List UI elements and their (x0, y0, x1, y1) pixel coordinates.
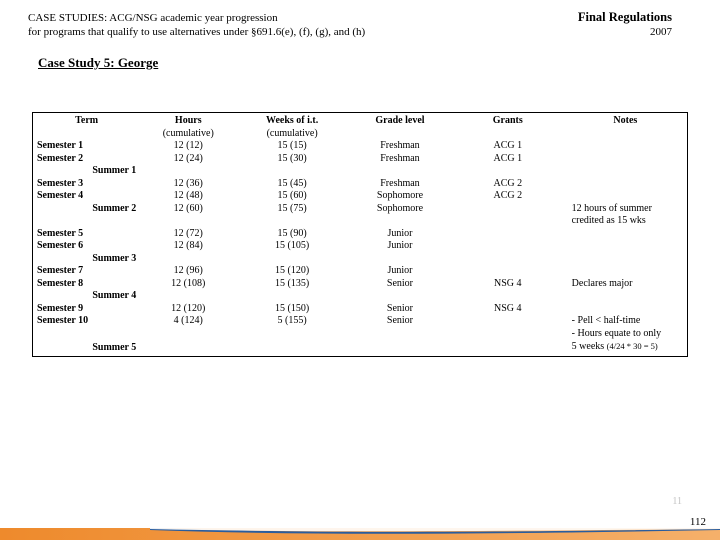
table-row (33, 265, 688, 278)
cell-notes (564, 178, 688, 191)
cell-grade: Junior (387, 265, 413, 276)
cell-weeks: 15 (105) (275, 240, 310, 251)
col-header-grade: Grade level (375, 115, 425, 126)
col-header-grants: Grants (492, 115, 523, 126)
cell-grants (452, 228, 564, 241)
cell-grants (452, 328, 564, 357)
cell-hours: 12 (72) (173, 227, 203, 239)
page-number: 112 (689, 516, 706, 528)
table-row (33, 253, 688, 266)
footer-swoosh (0, 526, 720, 540)
col-header-notes: Notes (613, 115, 638, 126)
cell-grade: Freshman (380, 177, 420, 189)
note-line: - Hours equate to only (571, 327, 662, 339)
cell-grade (348, 165, 452, 178)
cell-notes (564, 253, 688, 266)
cell-term: Semester 9 (37, 302, 84, 314)
cell-weeks: 15 (75) (277, 202, 307, 214)
cell-term: Semester 1 (37, 140, 84, 151)
cell-weeks: 15 (15) (277, 140, 307, 151)
cell-grants (452, 165, 564, 178)
cell-grants (452, 265, 564, 278)
cell-term: Semester 6 (37, 240, 84, 251)
cell-term: Semester 7 (37, 265, 84, 276)
cell-notes (564, 265, 688, 278)
cell-weeks: 15 (90) (277, 227, 307, 239)
cell-hours: 12 (108) (171, 277, 206, 289)
cell-weeks: 15 (30) (277, 152, 307, 164)
table-row (33, 190, 688, 203)
cell-hours (140, 290, 236, 303)
cell-grants (452, 240, 564, 253)
cell-weeks: 15 (150) (275, 302, 310, 314)
cell-grants (452, 253, 564, 266)
cell-grants: NSG 4 (494, 302, 522, 314)
cell-term: Semester 4 (37, 190, 84, 201)
table-row (33, 240, 688, 253)
cell-weeks: 15 (135) (275, 277, 310, 289)
table-row (33, 278, 688, 291)
cell-term: Summer 2 (92, 202, 137, 214)
cell-weeks (236, 328, 348, 357)
cell-notes (564, 165, 688, 178)
header-left (28, 11, 365, 39)
cell-weeks: 5 (155) (277, 315, 307, 326)
cell-term: Summer 1 (92, 165, 137, 176)
cell-hours: 12 (84) (173, 240, 203, 251)
cell-term: Summer 3 (92, 252, 137, 264)
cell-hours: 12 (36) (173, 177, 203, 189)
cell-grade (348, 328, 452, 357)
cell-notes: 12 hours of summer credited as 15 wks (571, 202, 652, 226)
cell-notes (564, 153, 688, 166)
cell-weeks (236, 165, 348, 178)
cell-term: Semester 8 (37, 277, 84, 289)
table-row (33, 165, 688, 178)
cell-grants: ACG 2 (493, 177, 523, 189)
cell-weeks: 15 (60) (277, 190, 307, 201)
cell-notes (564, 303, 688, 316)
cell-grade: Sophomore (376, 190, 424, 201)
cell-weeks (236, 290, 348, 303)
cell-grade: Senior (386, 277, 414, 289)
cell-hours (140, 328, 236, 357)
header-line-1: CASE STUDIES: ACG/NSG academic year progression (28, 12, 278, 24)
table-row (33, 140, 688, 153)
cell-grants (452, 315, 564, 328)
table-row (33, 303, 688, 316)
cell-grade: Senior (386, 315, 414, 326)
col-header-weeks: Weeks of i.t. (cumulative) (266, 115, 319, 139)
cell-hours: 12 (48) (173, 190, 203, 201)
table-row (33, 203, 688, 228)
cell-term: Semester 10 (37, 315, 89, 326)
table-header-row (33, 113, 688, 141)
cell-hours: 12 (120) (171, 302, 206, 314)
regulations-title: Final Regulations (577, 10, 672, 24)
note-line: 5 weeks (4/24 * 30 = 5) (571, 341, 658, 352)
cell-hours: 12 (12) (173, 140, 203, 151)
cell-weeks (236, 253, 348, 266)
cell-grants: NSG 4 (494, 277, 522, 289)
header-line-2: for programs that qualify to use alternatives under §691.6(e), (f), (g), and (h) (28, 26, 366, 38)
table-row (33, 290, 688, 303)
cell-hours: 12 (60) (173, 202, 203, 214)
cell-grade (348, 290, 452, 303)
table-row (33, 228, 688, 241)
cell-weeks: 15 (120) (275, 265, 310, 276)
cell-hours: 12 (96) (173, 265, 203, 276)
col-header-term: Term (75, 115, 99, 126)
cell-grants (452, 203, 564, 228)
cell-notes (564, 290, 688, 303)
cell-hours: 4 (124) (173, 315, 203, 326)
cell-hours (140, 253, 236, 266)
cell-notes (564, 190, 688, 203)
regulations-year: 2007 (650, 26, 672, 38)
cell-grants: ACG 2 (493, 190, 523, 201)
table-row (33, 178, 688, 191)
cell-grants: ACG 1 (493, 140, 523, 151)
cell-grade: Senior (386, 302, 414, 314)
cell-notes (564, 140, 688, 153)
cell-notes (564, 228, 688, 241)
note-line: - Pell < half-time (571, 315, 641, 326)
cell-grade (348, 253, 452, 266)
cell-grade: Junior (387, 227, 413, 239)
cell-grants: ACG 1 (493, 152, 523, 164)
table-row (33, 153, 688, 166)
cell-hours: 12 (24) (173, 152, 203, 164)
cell-notes-pell (564, 315, 688, 357)
case-study-table (32, 112, 688, 357)
cell-term: Summer 5 (92, 341, 137, 353)
col-header-hours: Hours (cumulative) (162, 115, 214, 139)
cell-notes: Declares major (571, 277, 633, 289)
cell-grade: Junior (387, 240, 413, 251)
cell-grade: Sophomore (376, 202, 424, 214)
header-right (578, 10, 672, 39)
cell-term: Semester 3 (37, 177, 84, 189)
cell-term: Summer 4 (92, 290, 137, 301)
case-study-title: Case Study 5: George (38, 55, 159, 70)
cell-notes (564, 240, 688, 253)
cell-grants (452, 290, 564, 303)
slide-number-faint: 11 (672, 496, 682, 507)
cell-grade: Freshman (380, 140, 420, 151)
table-row (33, 315, 688, 328)
cell-weeks: 15 (45) (277, 177, 307, 189)
cell-hours (140, 165, 236, 178)
cell-term: Semester 5 (37, 227, 84, 239)
cell-term: Semester 2 (37, 152, 84, 164)
cell-grade: Freshman (380, 152, 420, 164)
